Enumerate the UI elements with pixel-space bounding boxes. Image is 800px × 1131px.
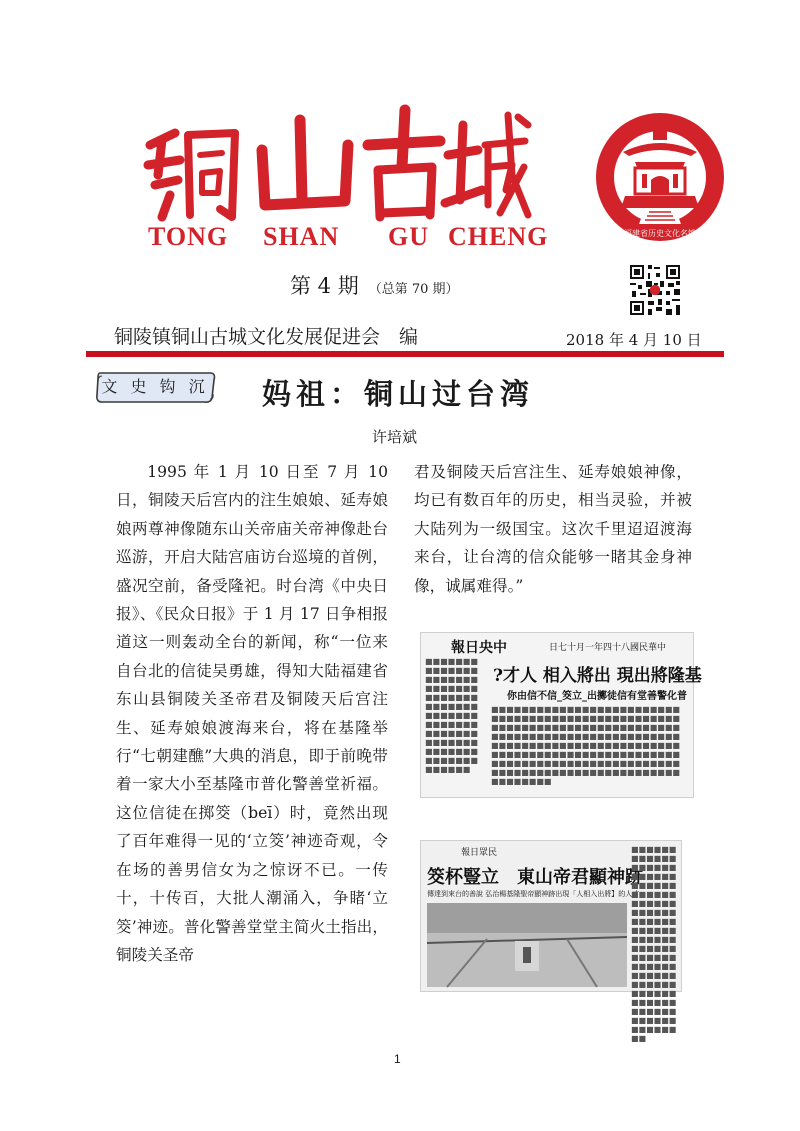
article-title: 妈祖：铜山过台湾 — [262, 377, 535, 411]
article-body-right: 君及铜陵天后宫注生、延寿娘娘神像，均已有数百年的历史，相当灵验，并被大陆列为一级国宝。这次千里迢迢渡海来台，让台湾的信众能够一睹其金身神像，诚属难得。” — [414, 463, 692, 595]
clipping-headline: 筊杯豎立 東山帝君顯神跡 — [427, 867, 643, 888]
page-number: 1 — [394, 1052, 401, 1066]
issue-total: （总第 70 期） — [368, 282, 459, 297]
masthead-title-en — [148, 222, 548, 252]
masthead-calligraphy — [140, 100, 530, 225]
clipping-body-text: ■■■■■■■■■■■■■■■■■■■■■■■■■■■■■■■■■■■■■■■■■■■■■■■■■■■■■■■■■■■■■■■■■■■■■■■■■■■■■■■■■■■■■■■■■■■■■■■■■■■■■■■■■■■■■■■■■■■■■■■■■■■■■■■■ — [631, 845, 677, 1043]
publisher-name: 铜陵镇铜山古城文化发展促进会 编 — [114, 326, 419, 348]
column-tag-label: 文 史 钩 沉 — [101, 377, 209, 396]
publication-date: 2018 年 4 月 10 日 — [566, 331, 702, 349]
clipping-masthead: 報日央中 — [451, 640, 507, 656]
masthead-title-cn: 铜山古城 — [140, 100, 144, 101]
clipping-dateline: 日七十月一年四十八國民華中 — [549, 643, 667, 653]
newspaper-clipping-peoples-daily — [420, 840, 682, 1043]
clipping-body-text: ■■■■■■■■■■■■■■■■■■■■■■■■■■■■■■■■■■■■■■■■■■■■■■■■■■■■■■■■■■■■■■■■■■■■■■■■■■■■■■■■■■■■■■■■■■ — [425, 657, 478, 774]
column-tag — [92, 368, 218, 406]
masthead-word: TONG — [148, 222, 229, 251]
masthead-word: CHENG — [448, 222, 549, 251]
clipping-photo — [427, 903, 627, 987]
clipping-masthead: 報日眾民 — [461, 848, 498, 858]
clipping-subhead: 傳達到來台的善說 弘治楊基隆聖帝顯神跡出現「人相入出將】的人才 — [427, 890, 640, 898]
newspaper-clipping-central-daily — [420, 632, 702, 798]
header-divider — [86, 351, 724, 357]
masthead-word: SHAN — [263, 222, 340, 251]
clipping-body-text: ■■■■■■■■■■■■■■■■■■■■■■■■■■■■■■■■■■■■■■■■■■■■■■■■■■■■■■■■■■■■■■■■■■■■■■■■■■■■■■■■■■■■■■■■■■■■■■■■■■■■■■■■■■■■■■■■■■■■■■■■■■■■■■■■■■■■■■■■■■■■■■■■■■■■■■■■■■■■■■■■■■■■■■■■■■■■■■■■■■■■■■■■■■■■■■■■■■■■■■■■■■■■■■■■ — [491, 705, 680, 786]
qr-code-icon — [628, 263, 682, 317]
masthead-word: GU — [388, 222, 429, 251]
article-body-left: 1995 年 1 月 10 日至 7 月 10 日，铜陵天后宫内的注生娘娘、延寿娘娘两尊神像随东山关帝庙关帝神像赴台巡游，开启大陆宫庙访台巡境的首例，盛况空前，备受隆祀。时台湾《中央日报》、《民众日报》于 1 月 17 日争相报道这一则轰动全台的新闻，称“一位来自台北的信徒吴勇雄，得知大陆福建省东山县铜陵关圣帝君及铜陵天后宫注生、延寿娘娘渡海来台，将在基隆举行“七朝建醮”大典的消息，即于前晚带着一家大小至基隆市普化警善堂祈福。 这位信徒在掷筊（beī）时，竟然出现了百年难得一见的‘立筊’神迹奇观，令在场的善男信女为之惊讶不已。一传十，十传百，大批人潮涌入，争睹‘立筊’神迹。普化警善堂堂主简火土指出，铜陵关圣帝 — [116, 463, 388, 964]
issue-label: 第 4 期 — [290, 274, 359, 298]
issue-number — [290, 270, 459, 300]
clipping-headline: ?才人 相入將出 現出將隆基 — [493, 666, 702, 686]
cultural-town-seal-logo — [595, 112, 725, 242]
clipping-subhead: 你由信不信_筊立_出擲徒信有堂善警化普 — [507, 691, 687, 702]
seal-text: 福建省历史文化名镇 — [624, 229, 696, 238]
article-author: 许培斌 — [372, 428, 418, 446]
